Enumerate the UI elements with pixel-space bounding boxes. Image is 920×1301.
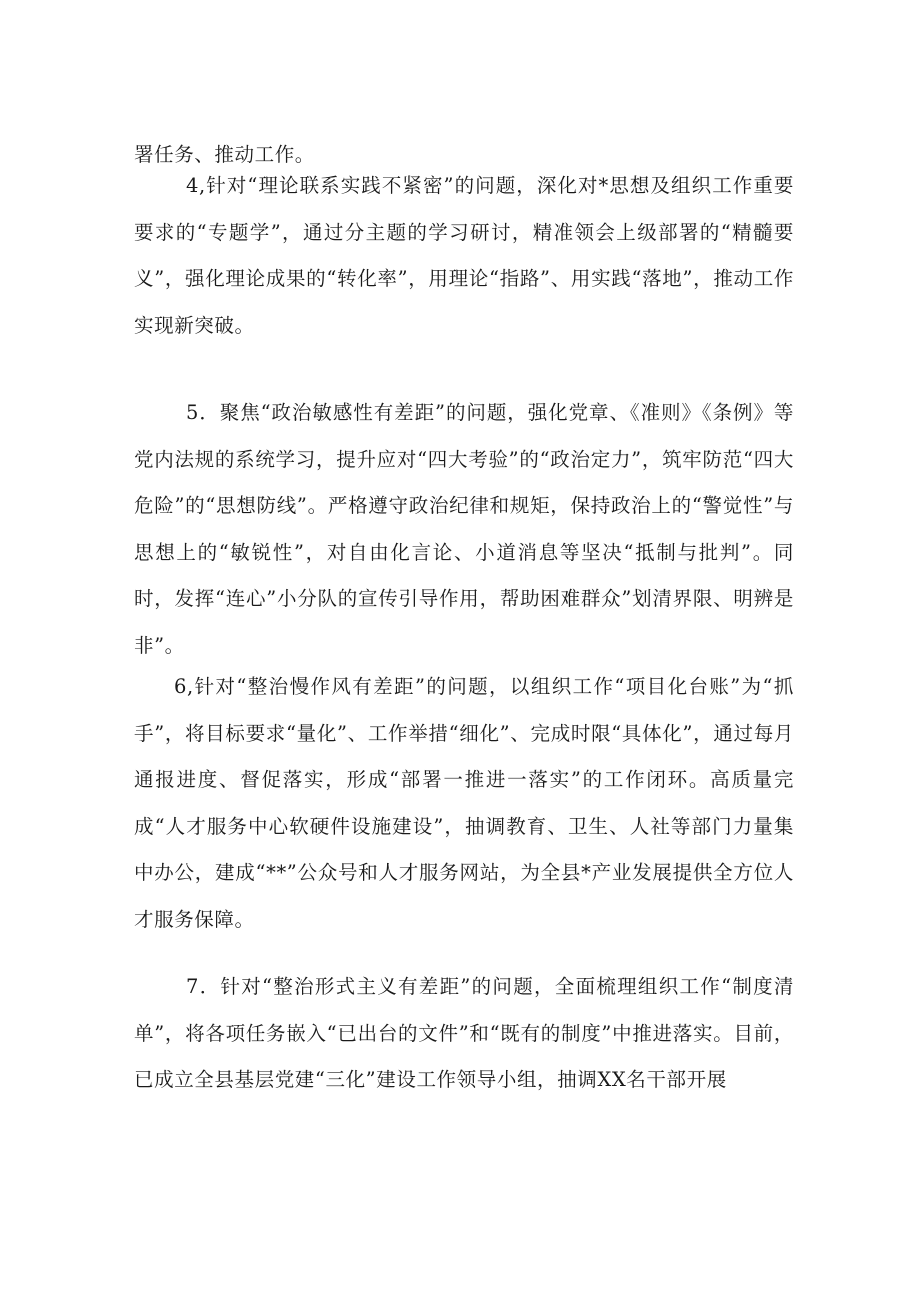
- paragraph-item-4: 4,针对“理论联系实践不紧密”的问题，深化对*思想及组织工作重要要求的“专题学”，通过分主题的学习研讨，精准领会上级部署的“精髓要义”，强化理论成果的“转化率”，用理论“指路”、用实践“落地”，推动工作实现新突破。: [134, 174, 794, 337]
- paragraph-continuation: 署任务、推动工作。: [134, 143, 315, 166]
- paragraph-item-7: 7．针对“整治形式主义有差距”的问题，全面梳理组织工作“制度清单”，将各项任务嵌入“已出台的文件”和“既有的制度”中推进落实。目前，已成立全县基层党建“三化”建设工作领导小组，抽调XX名干部开展: [134, 975, 794, 1091]
- paragraph-item-5: 5．聚焦“政治敏感性有差距”的问题，强化党章、《准则》《条例》等党内法规的系统学习，提升应对“四大考验”的“政治定力”，筑牢防范“四大危险”的“思想防线”。严格遵守政治纪律和规矩，保持政治上的“警觉性”与思想上的“敏锐性”，对自由化言论、小道消息等坚决“抵制与批判”。同时，发挥“连心”小分队的宣传引导作用，帮助困难群众”划清界限、明辨是非”。: [134, 401, 794, 657]
- paragraph-item-6: 6,针对“整治慢作风有差距”的问题，以组织工作“项目化台账”为“抓手”，将目标要求“量化”、工作举措“细化”、完成时限“具体化”，通过每月通报进度、督促落实，形成“部署一推进一落实”的工作闭环。高质量完成“人才服务中心软硬件设施建设”，抽调教育、卫生、人社等部门力量集中办公，建成“**”公众号和人才服务网站，为全县*产业发展提供全方位人才服务保障。: [134, 675, 794, 931]
